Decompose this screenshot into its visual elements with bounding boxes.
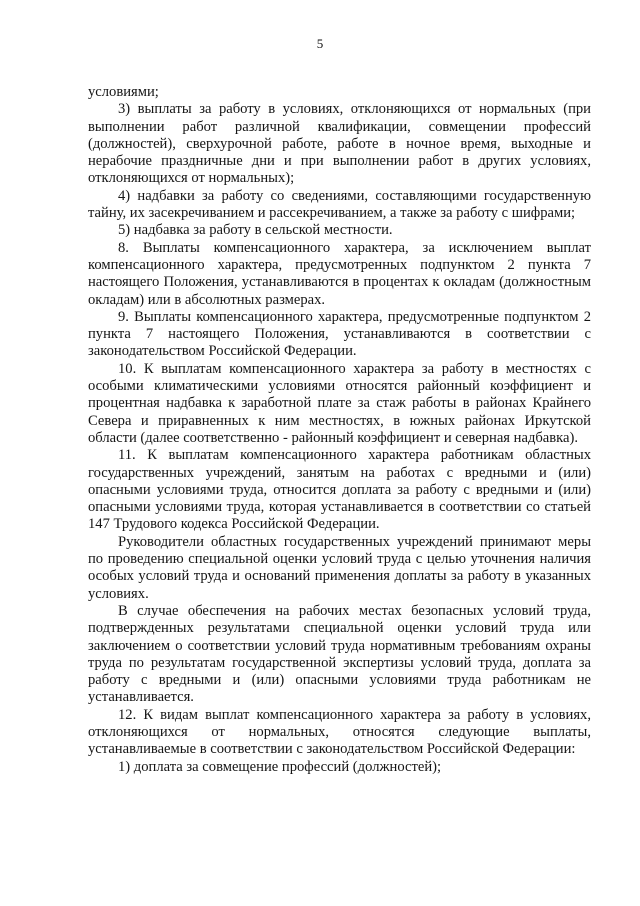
paragraph-continuation: условиями; [88,84,159,100]
page-number: 5 [316,36,324,51]
clause-12-item-1: 1) доплата за совмещение профессий (должностей); [118,758,442,775]
clause-12: 12. К видам выплат компенсационного характера за работу в условиях, отклоняющихся от нормальных, относятся следующие выплаты, устанавливаемые в соответствии с законодательством Российской Федерации: [88,706,591,758]
list-item-4: 4) надбавки за работу со сведениями, составляющими государственную тайну, их засекречиванием и рассекречиванием, а также за работу с шифрами; [88,187,591,222]
list-item-5: 5) надбавка за работу в сельской местности. [118,222,393,239]
clause-11: 11. К выплатам компенсационного характера работникам областных государственных учреждений, занятым на работах с вредными и (или) опасными условиями труда, относится доплата за работу с вредными и (или) опасными условиями труда, которая устанавливается в соответствии со статьей 147 Трудового кодекса Российской Федерации. [88,447,591,533]
document-body [88,84,591,776]
clause-8: 8. Выплаты компенсационного характера, за исключением выплат компенсационного характера, предусмотренных подпунктом 2 пункта 7 настоящего Положения, устанавливаются в процентах к окладам (должностным окладам) или в абсолютных размерах. [88,239,591,308]
clause-10: 10. К выплатам компенсационного характера за работу в местностях с особыми климатическими условиями относятся районный коэффициент и процентная надбавка к заработной плате за стаж работы в районах Крайнего Севера и приравненных к ним местностях, в южных районах Иркутской области (далее соответственно - районный коэффициент и северная надбавка). [88,360,591,446]
list-item-3: 3) выплаты за работу в условиях, отклоняющихся от нормальных (при выполнении работ различной квалификации, совмещении профессий (должностей), сверхурочной работе, работе в ночное время, выходные и нерабочие праздничные дни и при выполнении работ в других условиях, отклоняющихся от нормальных); [88,101,591,187]
clause-9: 9. Выплаты компенсационного характера, предусмотренные подпунктом 2 пункта 7 настоящего Положения, устанавливаются в соответствии с законодательством Российской Федерации. [88,308,591,360]
clause-11-paragraph-2: Руководители областных государственных учреждений принимают меры по проведению специальной оценки условий труда с целью уточнения наличия особых условий труда и оснований применения доплаты за работу в указанных условиях. [88,533,591,602]
clause-11-paragraph-3: В случае обеспечения на рабочих местах безопасных условий труда, подтвержденных результатами специальной оценки условий труда или заключением о соответствии условий труда нормативным требованиям охраны труда по результатам государственной экспертизы условий труда, доплата за работу с вредными и (или) опасными условиями труда работникам не устанавливается. [88,602,591,706]
